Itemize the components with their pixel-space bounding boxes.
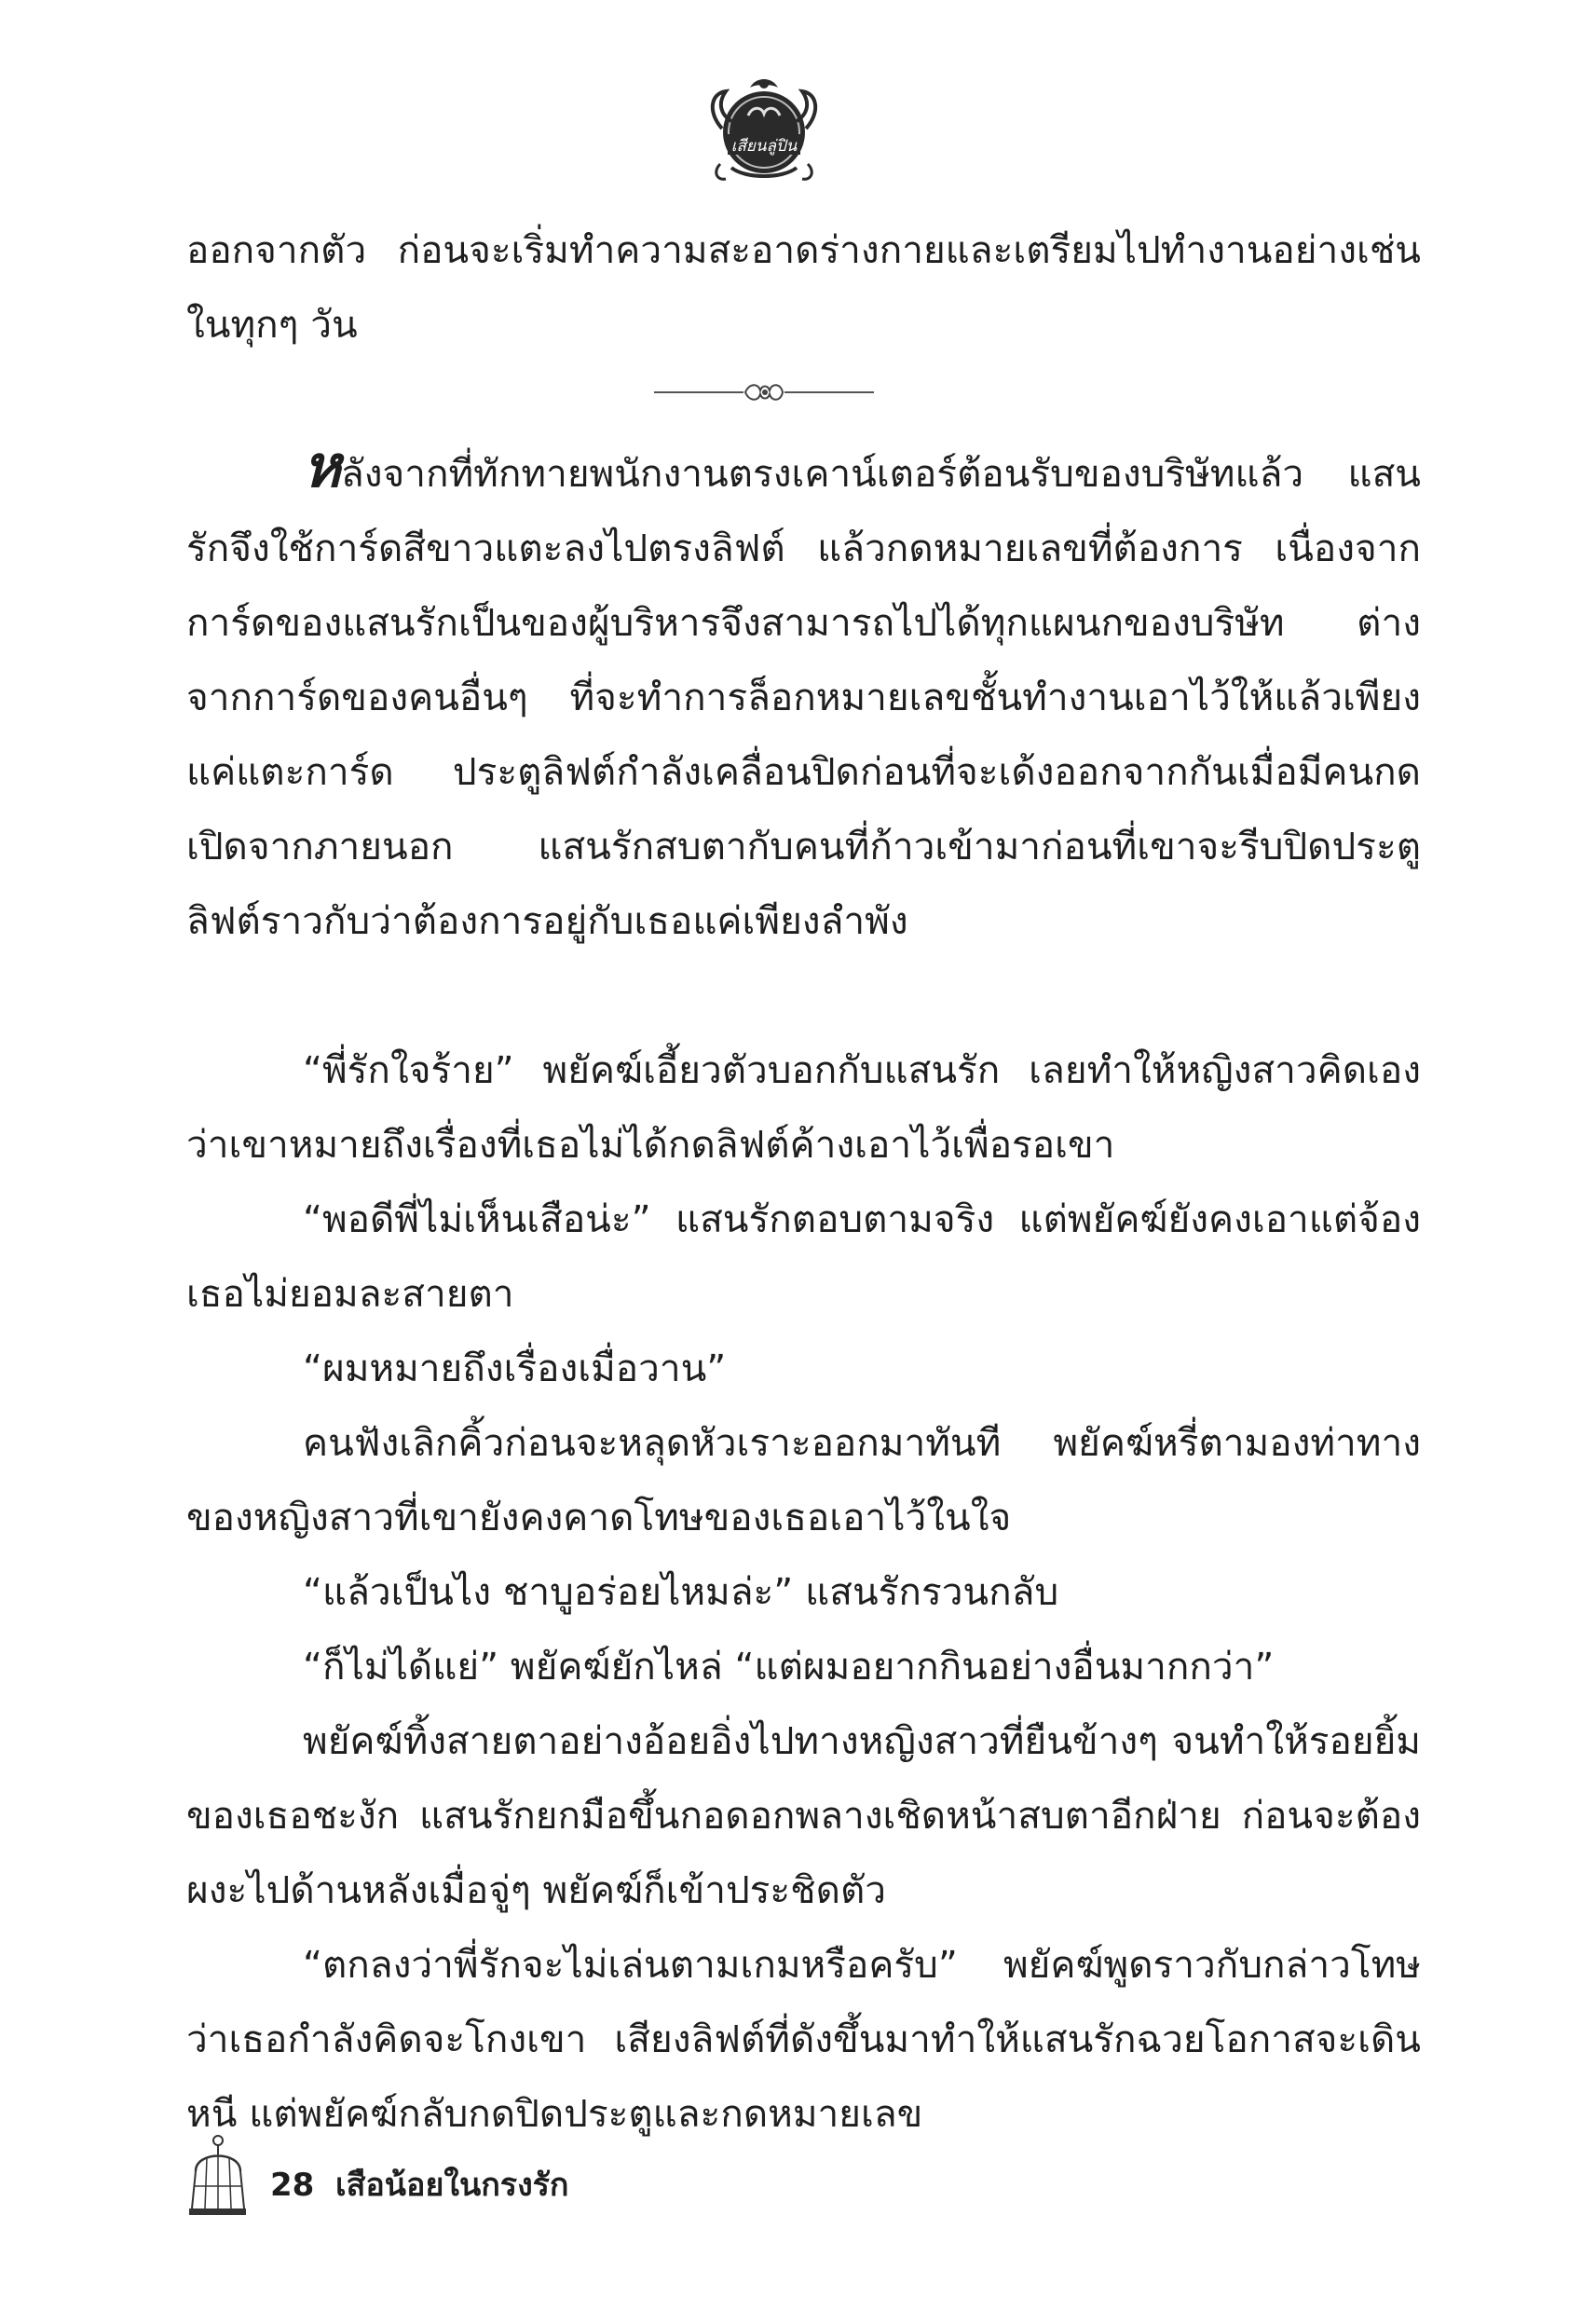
paragraph: “พอดีพี่ไม่เห็นเสือน่ะ” แสนรักตอบตามจริง แต่พยัคฆ์ยังคงเอาแต่จ้องเธอไม่ยอมละสายตา <box>186 1197 1421 1316</box>
page-number: 28 <box>270 2167 315 2204</box>
first-paragraph <box>186 432 1421 958</box>
paragraph: คนฟังเลิกคิ้วก่อนจะหลุดหัวเราะออกมาทันที พยัคฆ์หรี่ตามองท่าทางของหญิงสาวที่เขายังคงคาดโทษของเธอเอาไว้ในใจ <box>186 1420 1421 1539</box>
ornamental-divider-icon <box>652 376 876 409</box>
paragraph: “แล้วเป็นไง ชาบูอร่อยไหมล่ะ” แสนรักรวนกลับ <box>303 1569 1059 1614</box>
book-title: เสือน้อยในกรงรัก <box>335 2167 569 2204</box>
paragraph: “ผมหมายถึงเรื่องเมื่อวาน” <box>303 1346 727 1390</box>
paragraph: พยัคฆ์ทิ้งสายตาอย่างอ้อยอิ่งไปทางหญิงสาวที่ยืนข้างๆ จนทำให้รอยยิ้มของเธอชะงัก แสนรักยกมือขึ้นกอดอกพลางเชิดหน้าสบตาอีกฝ่าย ก่อนจะต้องผงะไปด้านหลังเมื่อจู่ๆ พยัคฆ์ก็เข้าประชิดตัว <box>186 1718 1421 1912</box>
page-footer <box>186 2134 745 2218</box>
logo-text: เสียนลู่ปิน <box>730 137 798 156</box>
first-paragraph-text: ลังจากที่ทักทายพนักงานตรงเคาน์เตอร์ต้อนรับของบริษัทแล้ว แสนรักจึงใช้การ์ดสีขาวแตะลงไปตรงลิฟต์ แล้วกดหมายเลขที่ต้องการ เนื่องจากการ์ดของแสนรักเป็นของผู้บริหารจึงสามารถไปได้ทุกแผนกของบริษัท ต่างจากการ์ดของคนอื่นๆ ที่จะทำการล็อกหมายเลขชั้นทำงานเอาไว้ให้แล้วเพียงแค่แตะการ์ด ประตูลิฟต์กำลังเคลื่อนปิดก่อนที่จะเด้งออกจากกันเมื่อมีคนกดเปิดจากภายนอก แสนรักสบตากับคนที่ก้าวเข้ามาก่อนที่เขาจะรีบปิดประตูลิฟต์ราวกับว่าต้องการอยู่กับเธอแค่เพียงลำพัง <box>186 451 1421 943</box>
intro-paragraph: ออกจากตัว ก่อนจะเริ่มทำความสะอาดร่างกายและเตรียมไปทำงานอย่างเช่นในทุกๆ วัน <box>186 227 1421 347</box>
dropcap-letter: ห <box>303 432 341 500</box>
paragraph: “ตกลงว่าพี่รักจะไม่เล่นตามเกมหรือครับ” พยัคฆ์พูดราวกับกล่าวโทษว่าเธอกำลังคิดจะโกงเขา เสียงลิฟต์ที่ดังขึ้นมาทำให้แสนรักฉวยโอกาสจะเดินหนี แต่พยัคฆ์กลับกดปิดประตูและกดหมายเลข <box>186 1942 1421 2136</box>
paragraph: “ก็ไม่ได้แย่” พยัคฆ์ยักไหล่ “แต่ผมอยากกินอย่างอื่นมากกว่า” <box>303 1644 1275 1689</box>
ornate-crest-logo <box>694 75 834 186</box>
paragraph: “พี่รักใจร้าย” พยัคฆ์เอี้ยวตัวบอกกับแสนรัก เลยทำให้หญิงสาวคิดเองว่าเขาหมายถึงเรื่องที่เธอไม่ได้กดลิฟต์ค้างเอาไว้เพื่อรอเขา <box>186 1047 1421 1167</box>
birdcage-icon <box>186 2134 246 2218</box>
